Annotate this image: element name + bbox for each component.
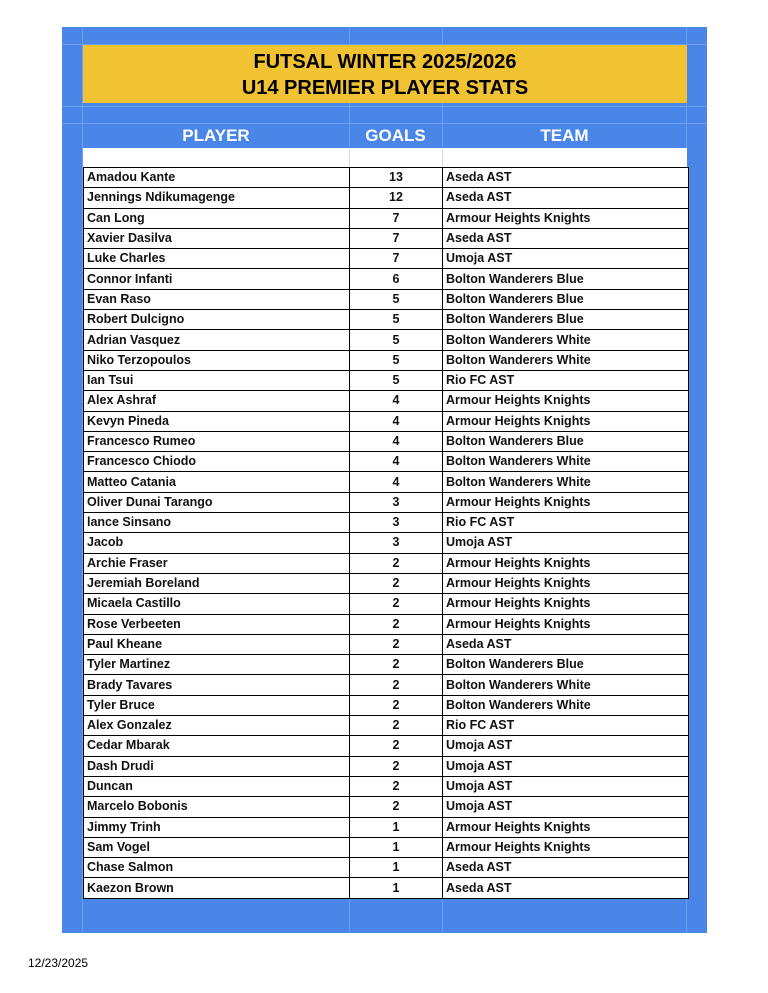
table-row [84,188,689,208]
team-name-cell: Aseda AST [443,228,689,248]
player-name-cell: Kaezon Brown [84,878,350,898]
goals-cell: 2 [350,756,443,776]
goals-cell: 7 [350,228,443,248]
title-line-2: U14 PREMIER PLAYER STATS [241,77,529,99]
goals-cell: 7 [350,208,443,228]
team-name-cell: Aseda AST [443,858,689,878]
team-name-cell: Bolton Wanderers White [443,452,689,472]
player-name-cell: Jimmy Trinh [84,817,350,837]
table-row [84,614,689,634]
team-name-cell: Umoja AST [443,756,689,776]
goals-cell: 5 [350,350,443,370]
player-name-cell: Alex Ashraf [84,391,350,411]
goals-cell: 2 [350,614,443,634]
goals-cell: 5 [350,370,443,390]
goals-cell: 7 [350,249,443,269]
player-name-cell: Amadou Kante [84,168,350,188]
table-row [84,817,689,837]
table-row [84,452,689,472]
goals-column-header: GOALS [365,126,426,145]
team-name-cell: Armour Heights Knights [443,391,689,411]
goals-cell: 2 [350,675,443,695]
table-row [84,310,689,330]
player-name-cell: Connor Infanti [84,269,350,289]
player-name-cell: Jeremiah Boreland [84,573,350,593]
team-name-cell: Umoja AST [443,776,689,796]
player-name-cell: Marcelo Bobonis [84,797,350,817]
team-name-cell: Armour Heights Knights [443,411,689,431]
table-row [84,472,689,492]
goals-cell: 2 [350,716,443,736]
team-name-cell: Armour Heights Knights [443,553,689,573]
player-name-cell: Cedar Mbarak [84,736,350,756]
goals-cell: 4 [350,472,443,492]
print-date: 12/23/2025 [28,956,89,970]
team-name-cell: Aseda AST [443,634,689,654]
player-name-cell: Jacob [84,533,350,553]
player-name-cell: Chase Salmon [84,858,350,878]
goals-cell: 2 [350,573,443,593]
table-row [84,776,689,796]
team-column-header: TEAM [540,126,589,145]
team-name-cell: Armour Heights Knights [443,817,689,837]
goals-cell: 2 [350,594,443,614]
team-name-cell: Rio FC AST [443,716,689,736]
goals-cell: 5 [350,289,443,309]
table-row [84,655,689,675]
table-row [84,168,689,188]
team-name-cell: Bolton Wanderers White [443,330,689,350]
player-name-cell: Tyler Martinez [84,655,350,675]
table-row [84,837,689,857]
table-row [84,858,689,878]
player-name-cell: Niko Terzopoulos [84,350,350,370]
goals-cell: 5 [350,310,443,330]
team-name-cell: Armour Heights Knights [443,573,689,593]
team-name-cell: Rio FC AST [443,513,689,533]
table-row [84,249,689,269]
table-row [84,228,689,248]
goals-cell: 1 [350,837,443,857]
team-name-cell: Aseda AST [443,878,689,898]
goals-cell: 4 [350,411,443,431]
player-name-cell: Evan Raso [84,289,350,309]
team-name-cell: Bolton Wanderers White [443,350,689,370]
table-row [84,208,689,228]
goals-cell: 3 [350,513,443,533]
goals-cell: 4 [350,431,443,451]
team-name-cell: Bolton Wanderers White [443,675,689,695]
table-row [84,675,689,695]
table-row [84,350,689,370]
team-name-cell: Bolton Wanderers White [443,472,689,492]
team-name-cell: Umoja AST [443,249,689,269]
player-name-cell: Francesco Rumeo [84,431,350,451]
goals-cell: 2 [350,797,443,817]
goals-cell: 1 [350,858,443,878]
team-name-cell: Aseda AST [443,168,689,188]
player-name-cell: Matteo Catania [84,472,350,492]
team-name-cell: Bolton Wanderers Blue [443,655,689,675]
table-row [84,411,689,431]
player-name-cell: Oliver Dunai Tarango [84,492,350,512]
goals-cell: 1 [350,878,443,898]
goals-cell: 12 [350,188,443,208]
table-row [84,492,689,512]
table-row [84,431,689,451]
table-row [84,513,689,533]
goals-cell: 4 [350,452,443,472]
table-row [84,634,689,654]
team-name-cell: Bolton Wanderers Blue [443,269,689,289]
player-name-cell: Sam Vogel [84,837,350,857]
table-row [84,594,689,614]
team-name-cell: Bolton Wanderers Blue [443,310,689,330]
team-name-cell: Bolton Wanderers Blue [443,431,689,451]
team-name-cell: Armour Heights Knights [443,208,689,228]
table-row [84,797,689,817]
table-row [84,370,689,390]
player-name-cell: Rose Verbeeten [84,614,350,634]
team-name-cell: Rio FC AST [443,370,689,390]
title-line-1: FUTSAL WINTER 2025/2026 [253,51,517,73]
player-name-cell: Dash Drudi [84,756,350,776]
table-row [84,736,689,756]
team-name-cell: Aseda AST [443,188,689,208]
table-row [84,269,689,289]
player-name-cell: Xavier Dasilva [84,228,350,248]
player-column-header: PLAYER [182,126,250,145]
player-name-cell: Jennings Ndikumagenge [84,188,350,208]
goals-cell: 4 [350,391,443,411]
player-name-cell: Micaela Castillo [84,594,350,614]
table-row [84,553,689,573]
table-row [84,391,689,411]
player-name-cell: Robert Dulcigno [84,310,350,330]
goals-cell: 3 [350,492,443,512]
team-name-cell: Armour Heights Knights [443,492,689,512]
player-name-cell: Duncan [84,776,350,796]
team-name-cell: Bolton Wanderers Blue [443,289,689,309]
goals-cell: 2 [350,634,443,654]
team-name-cell: Armour Heights Knights [443,614,689,634]
player-name-cell: Tyler Bruce [84,695,350,715]
team-name-cell: Umoja AST [443,736,689,756]
team-name-cell: Armour Heights Knights [443,837,689,857]
goals-cell: 2 [350,655,443,675]
player-name-cell: Kevyn Pineda [84,411,350,431]
team-name-cell: Umoja AST [443,533,689,553]
table-row [84,878,689,898]
team-name-cell: Bolton Wanderers White [443,695,689,715]
goals-cell: 1 [350,817,443,837]
team-name-cell: Armour Heights Knights [443,594,689,614]
table-row [84,330,689,350]
report-title [83,45,687,103]
goals-cell: 3 [350,533,443,553]
player-name-cell: Can Long [84,208,350,228]
goals-cell: 2 [350,553,443,573]
player-name-cell: Archie Fraser [84,553,350,573]
player-stats-table [83,167,689,899]
player-name-cell: Paul Kheane [84,634,350,654]
goals-cell: 2 [350,695,443,715]
table-row [84,289,689,309]
table-row [84,695,689,715]
goals-cell: 13 [350,168,443,188]
goals-cell: 5 [350,330,443,350]
goals-cell: 6 [350,269,443,289]
table-row [84,573,689,593]
player-name-cell: Luke Charles [84,249,350,269]
player-name-cell: Ian Tsui [84,370,350,390]
goals-cell: 2 [350,736,443,756]
player-name-cell: Brady Tavares [84,675,350,695]
player-name-cell: Francesco Chiodo [84,452,350,472]
table-row [84,756,689,776]
player-name-cell: lance Sinsano [84,513,350,533]
table-row [84,716,689,736]
team-name-cell: Umoja AST [443,797,689,817]
player-name-cell: Adrian Vasquez [84,330,350,350]
goals-cell: 2 [350,776,443,796]
table-row [84,533,689,553]
blank-row [83,148,687,167]
player-name-cell: Alex Gonzalez [84,716,350,736]
